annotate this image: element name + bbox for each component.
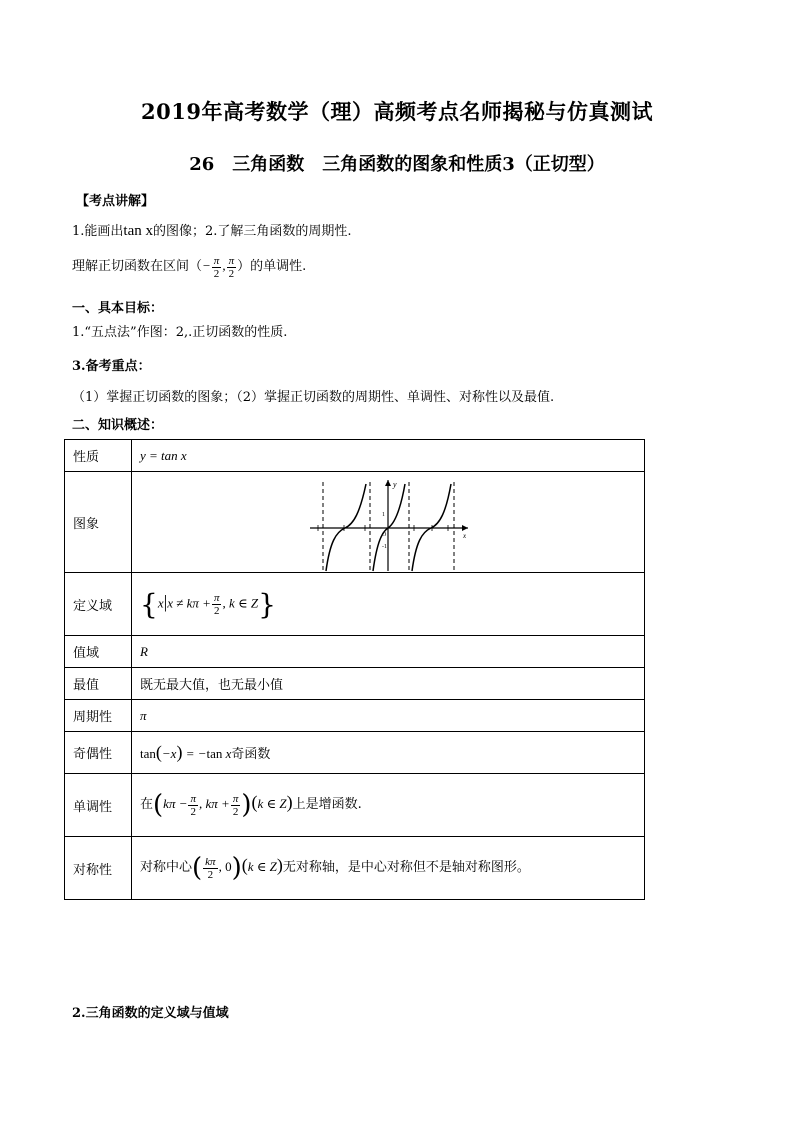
table-row-symmetry: [65, 837, 645, 900]
cell-property-value: y = tan x: [132, 440, 645, 472]
table-row-monotonicity: [65, 774, 645, 837]
cell-period-label: 周期性: [65, 700, 132, 732]
x-axis-label: x: [463, 532, 467, 540]
mono-prefix: 在: [140, 796, 154, 812]
table-row-range: [65, 636, 645, 668]
tan-x-math: tan x: [123, 223, 153, 239]
cell-graph-label: 图象: [65, 472, 132, 573]
section-focus: 3.备考重点：: [72, 359, 151, 374]
document-subtitle: 26 三角函数 三角函数的图象和性质3（正切型）: [189, 154, 605, 175]
section-kaodian: 【考点讲解】: [76, 194, 155, 209]
objective-line-2-pre: 理解正切函数在区间（: [72, 259, 203, 274]
section-goal: 一、具本目标：: [72, 301, 164, 316]
tick-label-one: 1: [382, 512, 385, 518]
table-row-extreme: [65, 668, 645, 700]
document-title: 2019年高考数学（理）高频考点名师揭秘与仿真测试: [141, 99, 653, 124]
table-row-period: [65, 700, 645, 732]
sym-prefix: 对称中心: [140, 859, 193, 875]
mono-suffix: 上是增函数.: [292, 796, 362, 812]
focus-text: （1）掌握正切函数的图象；（2）掌握正切函数的周期性、单调性、对称性以及最值.: [72, 390, 555, 405]
cell-range-label: 值域: [65, 636, 132, 668]
cell-parity-label: 奇偶性: [65, 732, 132, 774]
interval-math: − $\frac{\pi}{2}$ , $\frac{\pi}{2}$: [202, 254, 235, 280]
cell-range-value: R: [132, 636, 645, 668]
objective-line-1-pre: 1.能画出: [72, 224, 124, 239]
cell-sym-value: 对称中心( $\frac{k\pi}{2}$ , 0)(k ∈ Z)无对称轴，是中心对称但不是轴对称图形。: [132, 837, 645, 900]
cell-property-label: 性质: [65, 440, 132, 472]
y-axis-label: y: [393, 480, 397, 489]
cell-mono-value: 在(kπ − $\frac{\pi}{2}$ , kπ + $\frac{\pi}{2}$ )(k ∈ Z)上是增函数.: [132, 774, 645, 837]
tangent-properties-table: [64, 439, 645, 900]
cell-graph: [132, 472, 645, 573]
table-row-domain: [65, 573, 645, 636]
objective-line-2: [72, 250, 306, 283]
footer-heading: 2.三角函数的定义域与值域: [72, 1006, 229, 1021]
tick-label-origin: O: [382, 532, 387, 538]
objective-line-2-post: ）的单调性.: [237, 259, 307, 274]
section-knowledge: 二、知识概述：: [72, 418, 164, 433]
objective-line-1-post: 的图像；2.了解三角函数的周期性.: [152, 224, 352, 239]
cell-domain-label: 定义域: [65, 573, 132, 636]
y-axis-arrow: [385, 480, 391, 486]
goal-text: 1.“五点法”作图：2,.正切函数的性质.: [72, 325, 288, 340]
cell-period-value: π: [132, 700, 645, 732]
x-axis-arrow: [462, 525, 468, 531]
table-row-parity: [65, 732, 645, 774]
parity-suffix: 奇函数: [231, 747, 271, 762]
cell-sym-label: 对称性: [65, 837, 132, 900]
tick-label-neg-one: -1: [382, 544, 387, 550]
table-row-graph: [65, 472, 645, 573]
cell-extreme-value: 既无最大值，也无最小值: [132, 668, 645, 700]
objective-line-1: [72, 220, 352, 240]
cell-extreme-label: 最值: [65, 668, 132, 700]
table-row-property: [65, 440, 645, 472]
cell-mono-label: 单调性: [65, 774, 132, 837]
sym-suffix: 无对称轴，是中心对称但不是轴对称图形。: [282, 859, 530, 875]
tangent-graph: [132, 472, 644, 572]
cell-parity-value: tan(−x) = −tan x奇函数: [132, 732, 645, 774]
cell-domain-value: {x|x ≠ kπ + $\frac{\pi}{2}$ , k ∈ Z}: [132, 573, 645, 636]
